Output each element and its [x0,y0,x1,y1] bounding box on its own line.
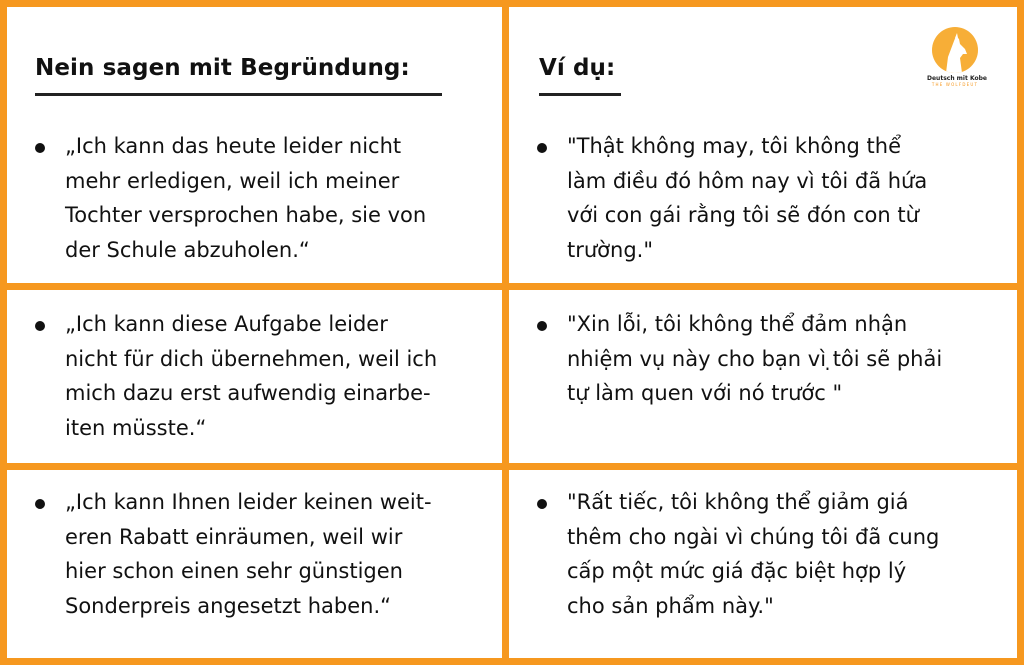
bullet-icon [537,499,547,509]
vietnamese-text-2: "Xin lỗi, tôi không thể đảm nhận nhiệm vụ này cho bạn vì ̣tôi sẽ phải tự làm quen với nó trước " [567,312,943,405]
vietnamese-item-1 [537,129,997,267]
logo-title: Deutsch mit Kobe [927,75,987,82]
bullet-icon [35,499,45,509]
cell-vietnamese-2 [509,290,1017,470]
vietnamese-text-3: "Rất tiếc, tôi không thể giảm giá thêm cho ngài vì chúng tôi đã cung cấp một mức giá đặc biệt hợp lý cho sản phẩm này." [567,490,940,618]
german-heading: Nein sagen mit Begründung: [35,55,442,96]
german-text-3: „Ich kann Ihnen leider keinen weit- eren Rabatt einräumen, weil wir hier schon einen sehr günstigen Sonderpreis angesetzt haben.“ [65,490,432,618]
german-item-3 [35,485,482,623]
bullet-icon [537,321,547,331]
bullet-icon [35,321,45,331]
german-text-1: „Ich kann das heute leider nicht mehr erledigen, weil ich meiner Tochter versprochen habe, sie von der Schule abzuholen.“ [65,134,427,262]
cell-vietnamese-1 [509,7,1017,290]
german-item-2 [35,307,482,445]
cell-german-1 [7,7,509,290]
vietnamese-item-2 [537,307,997,411]
cell-vietnamese-3 [509,470,1017,658]
vietnamese-item-3 [537,485,997,623]
vietnamese-text-1: "Thật không may, tôi không thể làm điều đó hôm nay vì tôi đã hứa với con gái rằng tôi sẽ đón con từ trường." [567,134,928,262]
german-text-2: „Ich kann diese Aufgabe leider nicht für dich übernehmen, weil ich mich dazu erst aufwendig einarbe- iten müsste.“ [65,312,438,440]
bullet-icon [537,143,547,153]
brand-logo [927,27,987,87]
logo-subtitle: THE WOLFDEUT [931,82,979,87]
wolf-icon [932,27,978,73]
bullet-icon [35,143,45,153]
vietnamese-heading: Ví dụ: [539,55,621,96]
cell-german-3 [7,470,509,658]
cell-german-2 [7,290,509,470]
german-item-1 [35,129,482,267]
